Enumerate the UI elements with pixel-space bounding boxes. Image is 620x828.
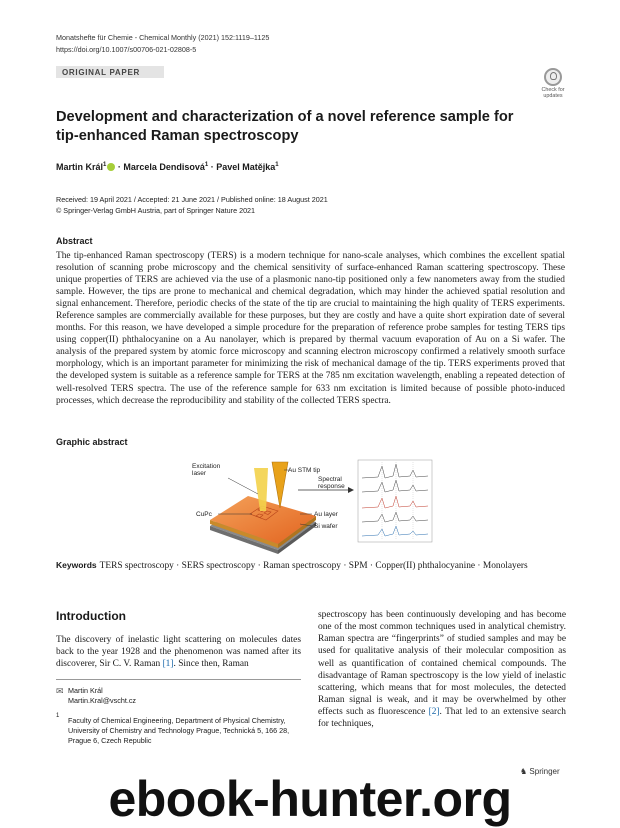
label-cupc: CuPc xyxy=(196,511,212,518)
intro-column-2: spectroscopy has been continuously developing and has become one of the most common techniques used in analytical chemistry. Raman spectra are “fingerprints” of studied samples and may be used for qualitative analysis of their molecular composition as well as quantification of contained chemical compounds. The disadvantage of Raman spectroscopy is the low yield of inelastic scattering, which means that for most molecules, the detected Raman signal is weak, and it may be overwhelmed by other effects such as fluorescence [2]. That led to an extensive search for techniques, xyxy=(318,610,566,730)
watermark: ebook-hunter.org xyxy=(108,771,512,827)
graphic-abstract-heading: Graphic abstract xyxy=(56,437,128,447)
copyright-notice: © Springer-Verlag GmbH Austria, part of Springer Nature 2021 xyxy=(56,205,256,215)
check-for-updates-button[interactable] xyxy=(536,68,570,100)
corresponding-author xyxy=(68,686,136,706)
contact-email[interactable]: Martin.Kral@vscht.cz xyxy=(68,696,137,705)
introduction-heading: Introduction xyxy=(56,609,126,623)
response-arrow-icon xyxy=(348,487,354,493)
label-au-tip: Au STM tip xyxy=(288,467,321,474)
citation-link[interactable]: [2] xyxy=(428,707,440,718)
keywords-text: TERS spectroscopy · SERS spectroscopy · Raman spectroscopy · SPM · Copper(II) phthalocyanine · Monolayers xyxy=(99,561,528,571)
affiliation-number: 1 xyxy=(56,713,60,719)
check-updates-line1: Check for xyxy=(541,87,565,93)
journal-citation: Monatshefte für Chemie - Chemical Monthly (2021) 152:1119–1125 xyxy=(56,33,270,42)
contact-name: Martin Král xyxy=(68,686,103,695)
footnote-divider xyxy=(56,679,301,680)
author-list: Martin Král$^1$ · Marcela Dendisová$^1$ · Pavel Matějka$^1$ xyxy=(56,162,279,172)
label-spectral: Spectral xyxy=(318,476,342,483)
label-excitation: Excitation xyxy=(192,463,221,470)
citation-link[interactable]: [1] xyxy=(162,659,174,670)
doi-link[interactable]: https://doi.org/10.1007/s00706-021-02808-5 xyxy=(56,45,197,54)
label-response: response xyxy=(318,483,345,490)
stm-tip xyxy=(272,462,288,508)
keywords-label: Keywords xyxy=(56,560,97,570)
label-au-layer: Au layer xyxy=(314,511,338,518)
spectra-panel xyxy=(358,460,432,542)
author-affiliation-ref: 1 xyxy=(103,162,107,168)
label-laser: laser xyxy=(192,470,207,477)
received-dates: Received: 19 April 2021 / Accepted: 21 June 2021 / Published online: 18 August 2021 xyxy=(56,195,328,204)
check-updates-line2: updates xyxy=(543,93,563,99)
author-name[interactable]: Martin Král xyxy=(56,162,104,172)
author-name[interactable]: Marcela Dendisová xyxy=(123,162,205,172)
badge-label: ORIGINAL PAPER xyxy=(62,67,140,77)
article-type-badge xyxy=(56,66,164,78)
springer-horse-icon: ♞ xyxy=(520,767,528,776)
publisher-name: Springer xyxy=(529,767,560,776)
graphic-abstract-figure xyxy=(188,456,436,556)
abstract-heading: Abstract xyxy=(56,236,93,246)
author-affiliation-ref: 1 xyxy=(204,162,209,168)
abstract-text: The tip-enhanced Raman spectroscopy (TERS) is a modern technique for nano-scale analyses, which combines the excellent spatial resolution of scanning probe microscopy and the chemical sensitivity of surface-enhanced Raman scattering spectroscopy. These unique properties of TERS are achieved via the use of a plasmonic nano-tip positioned only a few nanometers away from the studied sample. However, the tips are prone to mechanical and chemical degradation, which may hinder the achieved spatial resolution and signal enhancement. Therefore, periodic checks of the state of the tip are crucial to maintaining the high quality of TERS experiments. Reference samples are commercially available for these purposes, but they are costly and have a quite short expiration date of several months. For this reason, we have developed a simple procedure for the preparation of reference probe samples for testing TERS tips using copper(II) phthalocyanine on a Au nanolayer, which is prepared by thermal vacuum evaporation of Au on a Si wafer. The analysis of the prepared system by atomic force microscopy and scanning electron microscopy confirmed a relatively smooth surface morphology, which is an important parameter for minimizing the risk of mechanical damage of the tip. TERS experiments proved that the developed system is suitable as a reference sample for TERS at the 785 nm excitation wavelength, enabling a repeated detection of well-resolved TERS spectra. The use of the reference sample for 633 nm excitation is limited because of possible photo-induced processes, which decrease the reproducibility and stability of the collected TERS spectra. xyxy=(56,251,565,406)
author-name[interactable]: Pavel Matějka xyxy=(216,162,276,172)
email-icon: ✉ xyxy=(56,686,64,696)
check-updates-icon xyxy=(544,68,562,86)
keywords xyxy=(56,559,565,572)
orcid-icon[interactable] xyxy=(107,163,115,171)
author-affiliation-ref: 1 xyxy=(275,162,279,168)
intro-column-1: The discovery of inelastic light scattering on molecules dates back to the year 1928 and the phenomenon was named after its discoverer, Sir C. V. Raman [1]. Since then, Raman xyxy=(56,635,301,670)
article-title: Development and characterization of a novel reference sample for tip-enhanced Raman spectroscopy xyxy=(56,109,514,144)
publication-dates xyxy=(56,195,328,216)
label-si-wafer: Si wafer xyxy=(314,523,338,530)
affiliation-text: Faculty of Chemical Engineering, Department of Physical Chemistry, University of Chemistry and Technology Prague, Technická 5, 166 28, Prague 6, Czech Republic xyxy=(68,716,290,745)
